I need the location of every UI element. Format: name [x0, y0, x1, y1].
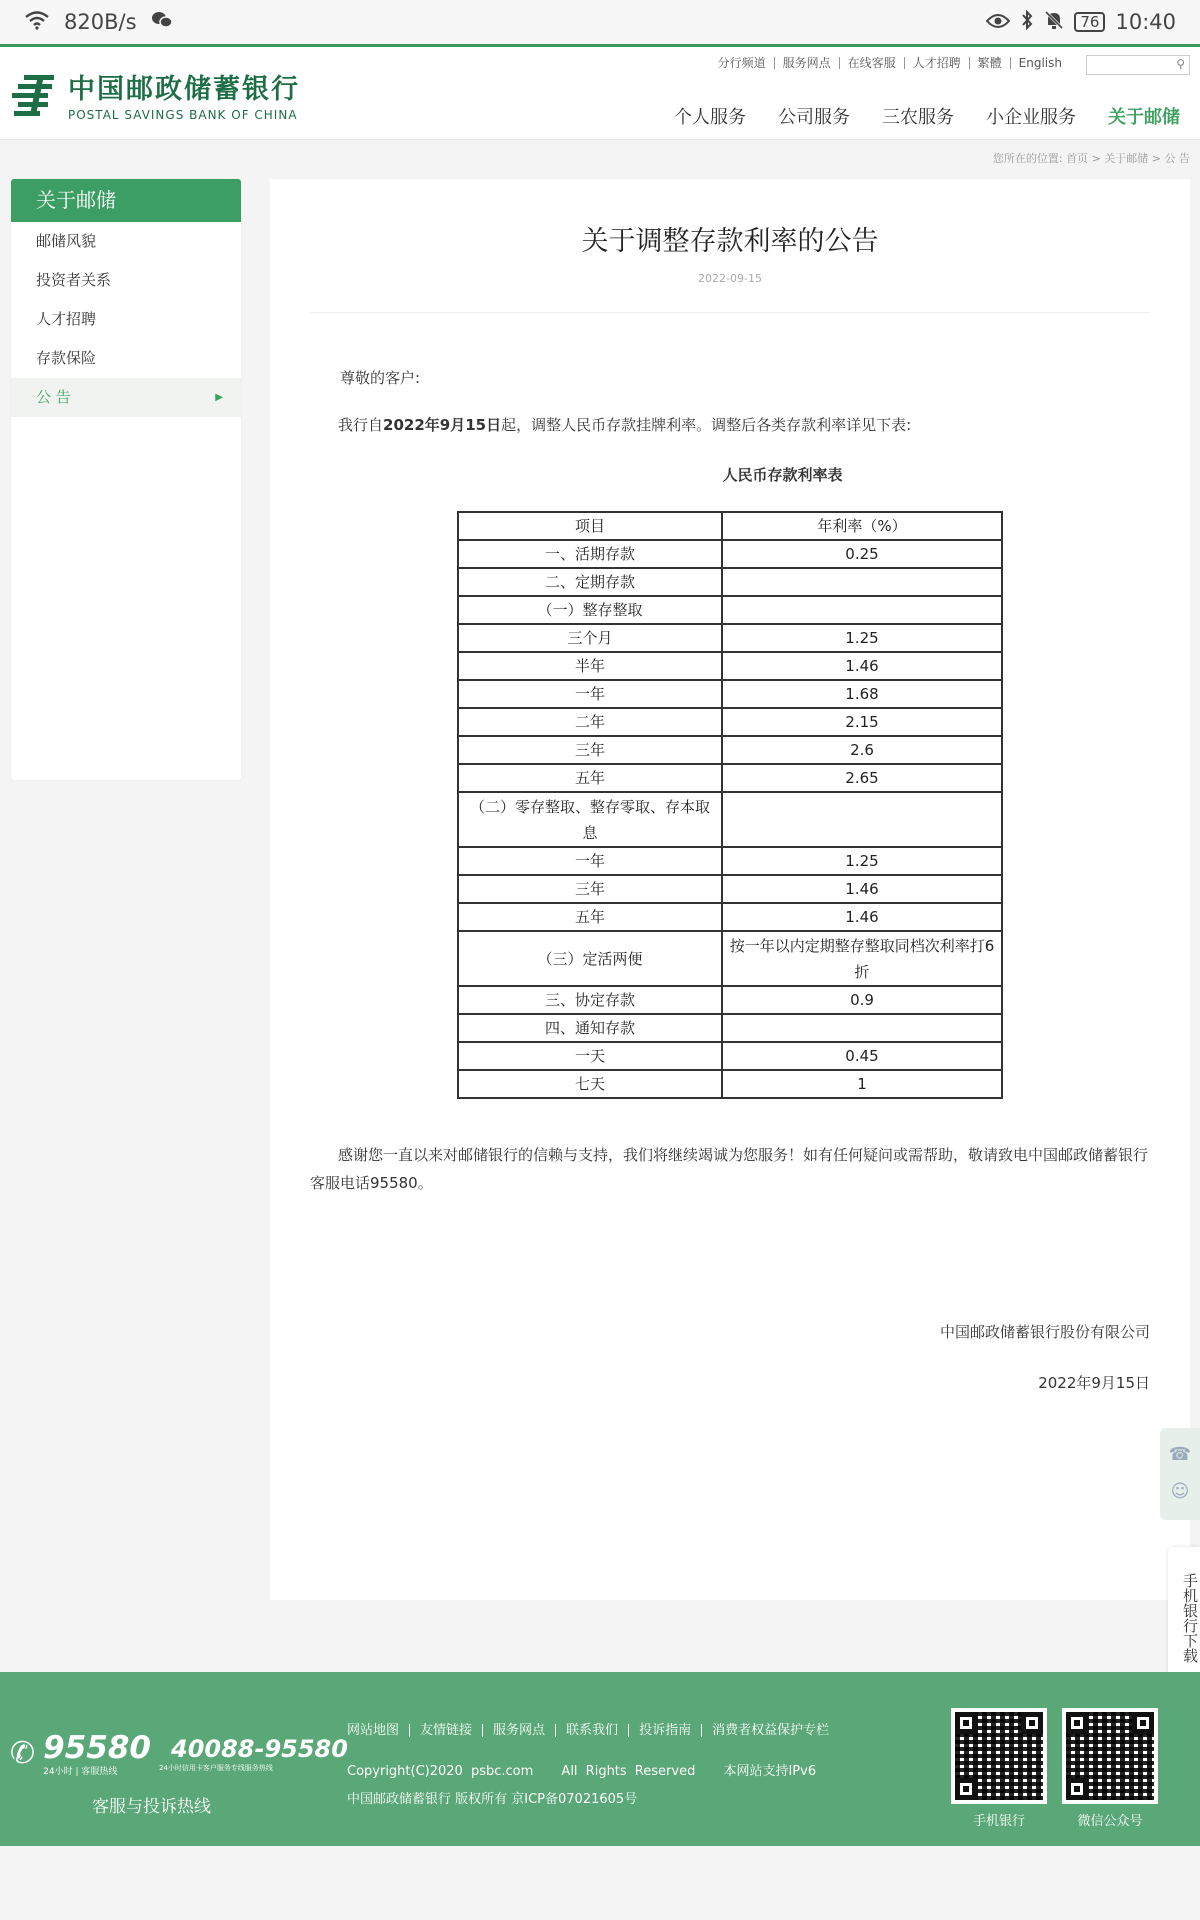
psbc-logo-icon — [10, 71, 58, 119]
footer-link-contact[interactable]: 联系我们 — [556, 1724, 629, 1737]
row-rate: 1.25 — [722, 624, 1002, 652]
sidebar-item-label: 邮储风貌 — [36, 232, 97, 250]
search-icon[interactable]: ⚲ — [1176, 57, 1185, 71]
row-rate: 1.46 — [722, 652, 1002, 680]
article-panel — [270, 179, 1190, 1600]
nav-corporate[interactable]: 公司服务 — [778, 107, 850, 128]
table-title: 人民币存款利率表 — [722, 466, 843, 484]
eye-icon — [986, 10, 1010, 34]
rights: All Rights Reserved — [561, 1764, 696, 1779]
logo-text-en: POSTAL SAVINGS BANK OF CHINA — [68, 108, 298, 122]
row-item: 一、活期存款 — [458, 540, 722, 568]
intro-paragraph — [338, 414, 911, 435]
table-row — [458, 596, 1002, 624]
network-speed: 820B/s — [64, 10, 137, 34]
breadcrumb: 您所在的位置: 首页 > 关于邮储 > 公 告 — [992, 152, 1190, 165]
row-rate: 1.46 — [722, 903, 1002, 931]
qr-label-mobile: 手机银行 — [972, 1814, 1025, 1829]
sidebar-item-announcement[interactable] — [11, 378, 241, 417]
floating-service-panel — [1160, 1428, 1200, 1520]
sidebar-item-label: 存款保险 — [36, 349, 97, 367]
row-rate — [722, 568, 1002, 596]
headset-icon[interactable]: ☎ — [1168, 1444, 1192, 1465]
row-rate: 2.15 — [722, 708, 1002, 736]
row-rate: 1.46 — [722, 875, 1002, 903]
row-item: 三个月 — [458, 624, 722, 652]
row-rate — [722, 596, 1002, 624]
row-rate: 按一年以内定期整存整取同档次利率打6折 — [722, 931, 1002, 986]
copyright-line — [347, 1760, 836, 1779]
footer-link-friends[interactable]: 友情链接 — [410, 1724, 483, 1737]
row-item: （二）零存整取、整存零取、存本取息 — [458, 792, 722, 847]
row-rate — [722, 1014, 1002, 1042]
table-row — [458, 736, 1002, 764]
icp-line: 中国邮政储蓄银行 版权所有 京ICP备07021605号 — [347, 1792, 638, 1807]
row-item: （一）整存整取 — [458, 596, 722, 624]
sidebar-item-careers[interactable] — [11, 300, 241, 339]
top-links — [710, 57, 1070, 69]
credit-hotline-number: 40088-95580 — [171, 1734, 348, 1763]
sidebar-item-style[interactable] — [11, 222, 241, 261]
nav-rural[interactable]: 三农服务 — [882, 107, 954, 128]
nav-personal[interactable]: 个人服务 — [674, 107, 746, 128]
table-row — [458, 568, 1002, 596]
table-row — [458, 1014, 1002, 1042]
row-rate: 1.68 — [722, 680, 1002, 708]
divider — [310, 312, 1150, 313]
hotline-block — [10, 1730, 348, 1777]
bottom-blank — [0, 1846, 1200, 1920]
ipv6-note: 本网站支持IPv6 — [723, 1764, 817, 1779]
credit-hotline-sub: 24小时信用卡客户服务专线服务热线 — [159, 1763, 273, 1772]
header-rate: 年利率（%） — [722, 512, 1002, 540]
top-link-careers[interactable]: 人才招聘 — [905, 57, 970, 69]
hotline-number: 95580 — [43, 1730, 151, 1766]
hotline-label: 客服与投诉热线 — [92, 1797, 211, 1817]
thanks-paragraph: 感谢您一直以来对邮储银行的信赖与支持，我们将继续竭诚为您服务！如有任何疑问或需帮助，敬请致电中国邮政储蓄银行客服电话95580。 — [310, 1146, 1149, 1192]
wechat-qr — [1062, 1708, 1158, 1804]
row-item: 三年 — [458, 875, 722, 903]
clock: 10:40 — [1115, 10, 1176, 34]
wechat-icon — [151, 10, 173, 34]
table-row — [458, 624, 1002, 652]
rate-table — [457, 511, 1003, 1099]
footer-link-complaint-guide[interactable]: 投诉指南 — [629, 1724, 702, 1737]
signature-date: 2022年9月15日 — [1038, 1374, 1150, 1392]
row-item: 四、通知存款 — [458, 1014, 722, 1042]
table-row — [458, 680, 1002, 708]
row-item: 二、定期存款 — [458, 568, 722, 596]
top-link-english[interactable]: English — [1018, 56, 1062, 70]
footer-links — [347, 1724, 839, 1737]
intro-post: 起，调整人民币存款挂牌利率。调整后各类存款利率详见下表: — [501, 416, 912, 434]
row-item: 三、协定存款 — [458, 986, 722, 1014]
table-row — [458, 1070, 1002, 1098]
mobile-banking-qr — [951, 1708, 1047, 1804]
chevron-right-icon: ▶ — [215, 392, 223, 403]
bluetooth-icon — [1020, 10, 1034, 35]
row-item: 二年 — [458, 708, 722, 736]
table-row — [458, 847, 1002, 875]
site-footer — [0, 1672, 1200, 1846]
row-item: 一天 — [458, 1042, 722, 1070]
sidebar-item-deposit-insurance[interactable] — [11, 339, 241, 378]
row-item: 七天 — [458, 1070, 722, 1098]
row-item: 五年 — [458, 764, 722, 792]
sidebar-title: 关于邮储 — [11, 179, 241, 222]
agent-icon[interactable]: ☺ — [1170, 1481, 1190, 1502]
hotline-sub: 24小时 | 客服热线 — [43, 1767, 118, 1777]
table-row — [458, 708, 1002, 736]
row-item: 一年 — [458, 680, 722, 708]
search-input[interactable] — [1086, 55, 1190, 75]
header-item: 项目 — [458, 512, 722, 540]
sidebar-item-label: 人才招聘 — [36, 310, 97, 328]
sidebar — [11, 179, 241, 780]
mute-bell-icon — [1044, 10, 1064, 35]
article-title: 关于调整存款利率的公告 — [581, 226, 879, 257]
phone-icon: ✆ — [10, 1736, 36, 1771]
top-link-online-service[interactable]: 在线客服 — [840, 57, 905, 69]
top-link-branch[interactable]: 分行频道 — [710, 57, 775, 69]
nav-about[interactable]: 关于邮储 — [1108, 107, 1180, 128]
logo-text-cn: 中国邮政储蓄银行 — [68, 74, 300, 105]
table-row — [458, 875, 1002, 903]
sidebar-item-label: 投资者关系 — [36, 271, 112, 289]
main-nav — [674, 103, 1180, 129]
row-item: 一年 — [458, 847, 722, 875]
table-row — [458, 903, 1002, 931]
footer-link-sitemap[interactable]: 网站地图 — [347, 1724, 410, 1737]
footer-link-outlets[interactable]: 服务网点 — [483, 1724, 556, 1737]
top-link-traditional[interactable]: 繁體 — [970, 57, 1011, 69]
table-row — [458, 540, 1002, 568]
row-rate: 1 — [722, 1070, 1002, 1098]
mobile-banking-download-tab[interactable]: 手机银行下载 — [1168, 1547, 1200, 1689]
row-rate: 0.25 — [722, 540, 1002, 568]
battery-icon: 76 — [1074, 12, 1105, 32]
footer-link-consumer-rights[interactable]: 消费者权益保护专栏 — [712, 1723, 830, 1738]
sidebar-item-investor[interactable] — [11, 261, 241, 300]
row-rate: 2.6 — [722, 736, 1002, 764]
intro-date: 2022年9月15日 — [383, 416, 502, 434]
table-row — [458, 652, 1002, 680]
qr-label-wechat: 微信公众号 — [1077, 1814, 1143, 1829]
table-row — [458, 792, 1002, 847]
top-link-outlets[interactable]: 服务网点 — [775, 57, 840, 69]
intro-pre: 我行自 — [338, 416, 384, 434]
sidebar-item-label: 公 告 — [36, 388, 71, 406]
table-row — [458, 764, 1002, 792]
table-row — [458, 931, 1002, 986]
status-bar — [0, 0, 1200, 44]
article-date: 2022-09-15 — [698, 272, 762, 285]
row-rate: 0.9 — [722, 986, 1002, 1014]
row-rate — [722, 792, 1002, 847]
table-header-row — [458, 512, 1002, 540]
copyright: Copyright(C)2020 psbc.com — [347, 1764, 534, 1779]
salutation: 尊敬的客户: — [340, 369, 421, 387]
wifi-icon — [24, 10, 50, 35]
row-item: 五年 — [458, 903, 722, 931]
bank-logo[interactable] — [10, 67, 300, 122]
row-rate: 0.45 — [722, 1042, 1002, 1070]
row-item: 半年 — [458, 652, 722, 680]
table-row — [458, 986, 1002, 1014]
row-item: 三年 — [458, 736, 722, 764]
row-rate: 2.65 — [722, 764, 1002, 792]
row-rate: 1.25 — [722, 847, 1002, 875]
row-item: （三）定活两便 — [458, 931, 722, 986]
site-header — [0, 44, 1200, 140]
table-row — [458, 1042, 1002, 1070]
nav-small-business[interactable]: 小企业服务 — [986, 107, 1076, 128]
signature-org: 中国邮政储蓄银行股份有限公司 — [939, 1323, 1150, 1341]
